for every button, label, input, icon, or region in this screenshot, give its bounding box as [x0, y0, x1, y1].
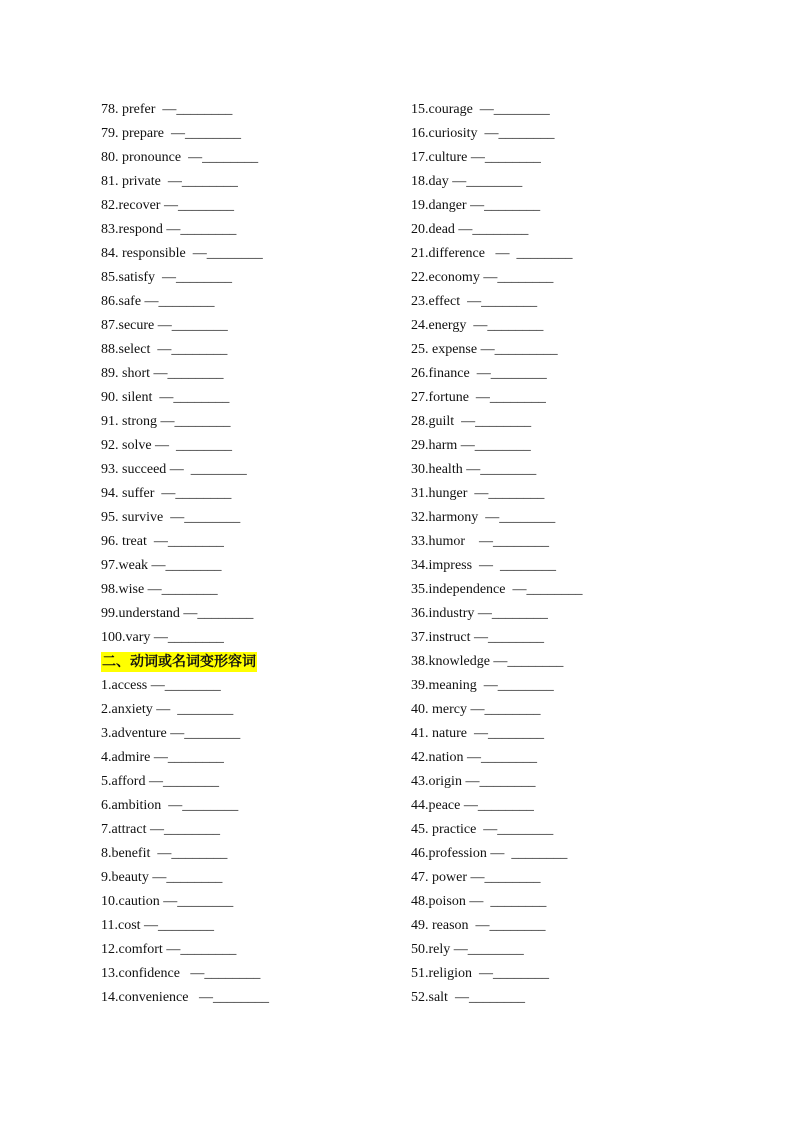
exercise-item: 8.benefit —________ — [101, 846, 228, 861]
exercise-item: 46.profession — ________ — [411, 846, 568, 861]
exercise-item: 18.day —________ — [411, 174, 523, 189]
exercise-item: 100.vary —________ — [101, 630, 224, 645]
exercise-item: 37.instruct —________ — [411, 630, 544, 645]
exercise-item: 30.health —________ — [411, 462, 537, 477]
exercise-item: 90. silent —________ — [101, 390, 230, 405]
exercise-item: 21.difference — ________ — [411, 246, 573, 261]
exercise-item: 87.secure —________ — [101, 318, 228, 333]
exercise-item: 97.weak —________ — [101, 558, 222, 573]
exercise-item: 11.cost —________ — [101, 918, 215, 933]
exercise-item: 3.adventure —________ — [101, 726, 241, 741]
exercise-item: 91. strong —________ — [101, 414, 231, 429]
exercise-item: 28.guilt —________ — [411, 414, 532, 429]
exercise-item: 5.afford —________ — [101, 774, 219, 789]
exercise-item: 84. responsible —________ — [101, 246, 263, 261]
exercise-item: 16.curiosity —________ — [411, 126, 555, 141]
exercise-item: 24.energy —________ — [411, 318, 544, 333]
exercise-item: 52.salt —________ — [411, 990, 525, 1005]
exercise-item: 51.religion —________ — [411, 966, 550, 981]
exercise-item: 34.impress — ________ — [411, 558, 557, 573]
exercise-item: 17.culture —________ — [411, 150, 541, 165]
exercise-item: 43.origin —________ — [411, 774, 536, 789]
left-column — [101, 98, 269, 1010]
exercise-item: 80. pronounce —________ — [101, 150, 259, 165]
exercise-item: 81. private —________ — [101, 174, 238, 189]
exercise-item: 6.ambition —________ — [101, 798, 239, 813]
exercise-item: 23.effect —________ — [411, 294, 538, 309]
exercise-item: 12.comfort —________ — [101, 942, 237, 957]
exercise-item: 92. solve — ________ — [101, 438, 233, 453]
exercise-item: 48.poison — ________ — [411, 894, 547, 909]
exercise-item: 20.dead —________ — [411, 222, 529, 237]
exercise-item: 96. treat —________ — [101, 534, 224, 549]
exercise-item: 78. prefer —________ — [101, 102, 233, 117]
exercise-item: 50.rely —________ — [411, 942, 524, 957]
exercise-item: 82.recover —________ — [101, 198, 234, 213]
exercise-item: 88.select —________ — [101, 342, 228, 357]
exercise-item: 36.industry —________ — [411, 606, 548, 621]
exercise-item: 40. mercy —________ — [411, 702, 541, 717]
exercise-item: 42.nation —________ — [411, 750, 537, 765]
exercise-item: 47. power —________ — [411, 870, 541, 885]
exercise-item: 39.meaning —________ — [411, 678, 554, 693]
exercise-item: 32.harmony —________ — [411, 510, 556, 525]
section-heading: 二、动词或名词变形容词 — [102, 654, 256, 670]
exercise-item: 31.hunger —________ — [411, 486, 545, 501]
exercise-item: 94. suffer —________ — [101, 486, 232, 501]
exercise-item: 85.satisfy —________ — [101, 270, 233, 285]
exercise-item: 49. reason —________ — [411, 918, 546, 933]
exercise-item: 25. expense —_________ — [411, 342, 558, 357]
exercise-item: 45. practice —________ — [411, 822, 554, 837]
exercise-item: 29.harm —________ — [411, 438, 531, 453]
exercise-item: 99.understand —________ — [101, 606, 254, 621]
exercise-item: 89. short —________ — [101, 366, 224, 381]
exercise-item: 14.convenience —________ — [101, 990, 269, 1005]
exercise-item: 10.caution —________ — [101, 894, 234, 909]
exercise-item: 93. succeed — ________ — [101, 462, 247, 477]
exercise-item: 7.attract —________ — [101, 822, 220, 837]
exercise-item: 38.knowledge —________ — [411, 654, 564, 669]
exercise-item: 44.peace —________ — [411, 798, 534, 813]
exercise-item: 26.finance —________ — [411, 366, 547, 381]
exercise-item: 13.confidence —________ — [101, 966, 261, 981]
exercise-item: 35.independence —________ — [411, 582, 583, 597]
exercise-item: 27.fortune —________ — [411, 390, 546, 405]
exercise-item: 15.courage —________ — [411, 102, 550, 117]
exercise-item: 19.danger —________ — [411, 198, 541, 213]
exercise-item: 2.anxiety — ________ — [101, 702, 234, 717]
exercise-item: 98.wise —________ — [101, 582, 218, 597]
exercise-item: 9.beauty —________ — [101, 870, 223, 885]
exercise-item: 4.admire —________ — [101, 750, 224, 765]
exercise-item: 33.humor —________ — [411, 534, 550, 549]
exercise-item: 1.access —________ — [101, 678, 221, 693]
exercise-item: 41. nature —________ — [411, 726, 544, 741]
exercise-item: 86.safe —________ — [101, 294, 215, 309]
exercise-item: 83.respond —________ — [101, 222, 237, 237]
exercise-item: 22.economy —________ — [411, 270, 554, 285]
exercise-item: 95. survive —________ — [101, 510, 241, 525]
exercise-item: 79. prepare —________ — [101, 126, 241, 141]
section-heading-row — [101, 650, 269, 674]
right-column — [411, 98, 582, 1010]
